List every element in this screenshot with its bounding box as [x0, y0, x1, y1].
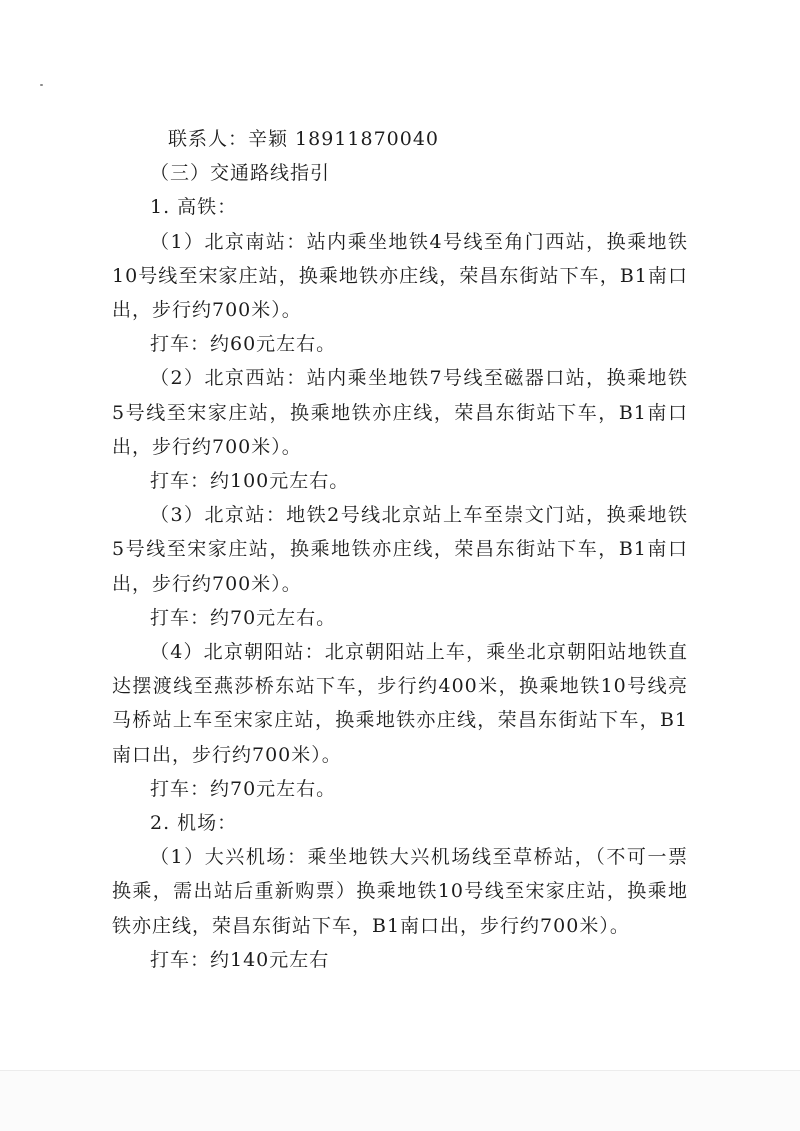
railway-taxi-beijing: 打车：约70元左右。	[150, 606, 337, 629]
railway-route-beijing: （3）北京站：地铁2号线北京站上车至崇文门站，换乘地铁5号线至宋家庄站，换乘地铁亦庄线，荣昌东街站下车，B1南口出，步行约700米）。	[112, 504, 688, 595]
section-heading: （三）交通路线指引	[150, 162, 331, 185]
railway-taxi-beijing-south: 打车：约60元左右。	[150, 333, 337, 356]
railway-taxi-beijing-west: 打车：约100元左右。	[150, 470, 350, 493]
railway-route-beijing-south: （1）北京南站：站内乘坐地铁4号线至角门西站，换乘地铁10号线至宋家庄站，换乘地铁亦庄线，荣昌东街站下车，B1南口出，步行约700米）。	[112, 230, 688, 322]
contact-line: 联系人：辛颖 18911870040	[168, 128, 440, 150]
railway-route-beijing-chaoyang: （4）北京朝阳站：北京朝阳站上车，乘坐北京朝阳站地铁直达摆渡线至燕莎桥东站下车，步行约400米，换乘地铁10号线亮马桥站上车至宋家庄站，换乘地铁亦庄线，荣昌东街站下车，B1南口出，步行约700米）。	[112, 641, 688, 766]
airport-taxi-daxing: 打车：约140元左右	[150, 948, 330, 971]
document-body	[112, 122, 688, 977]
scan-speck	[40, 84, 43, 86]
airport-heading: 2. 机场：	[150, 812, 238, 835]
page-bottom-edge	[0, 1070, 800, 1131]
railway-taxi-beijing-chaoyang: 打车：约70元左右。	[150, 777, 337, 800]
railway-route-beijing-west: （2）北京西站：站内乘坐地铁7号线至磁器口站，换乘地铁5号线至宋家庄站，换乘地铁亦庄线，荣昌东街站下车，B1南口出，步行约700米）。	[112, 367, 688, 458]
airport-route-daxing: （1）大兴机场：乘坐地铁大兴机场线至草桥站，（不可一票换乘，需出站后重新购票）换乘地铁10号线至宋家庄站，换乘地铁亦庄线，荣昌东街站下车，B1南口出，步行约700米）。	[112, 846, 688, 937]
railway-heading: 1. 高铁：	[150, 196, 238, 219]
